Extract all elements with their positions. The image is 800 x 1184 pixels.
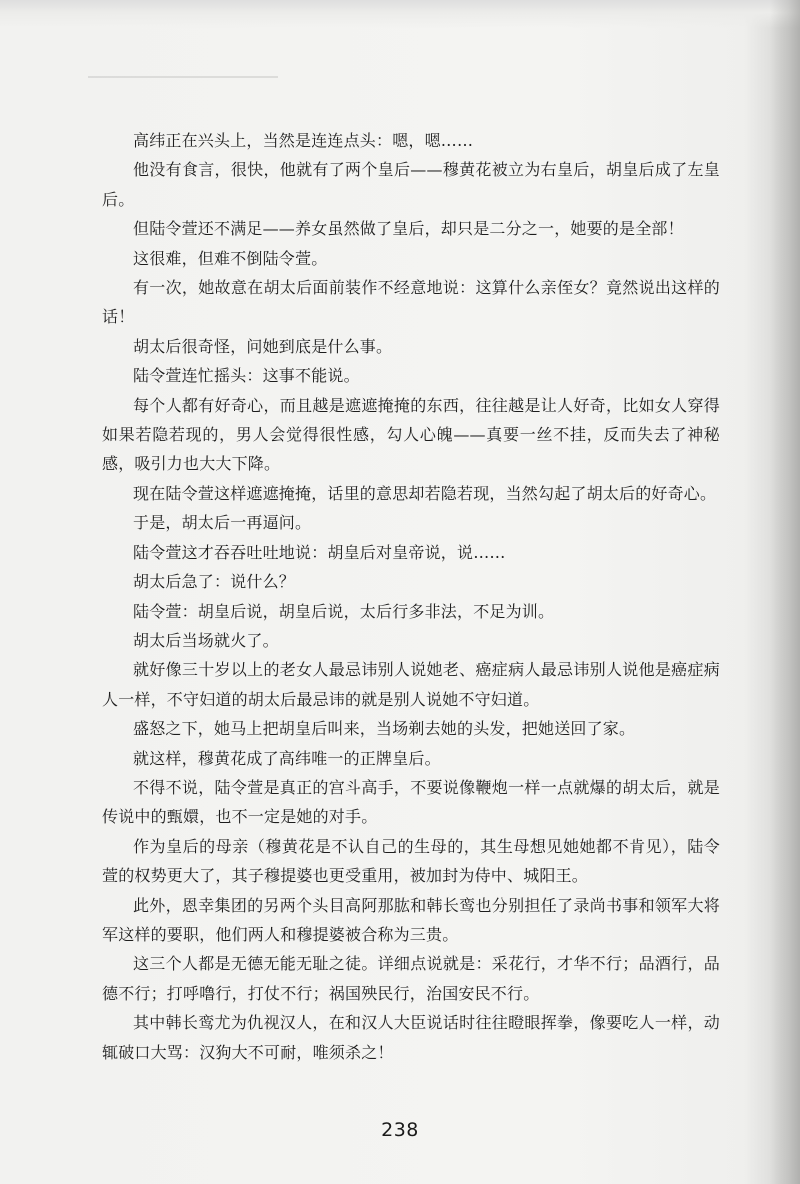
paragraph: 就好像三十岁以上的老女人最忌讳别人说她老、癌症病人最忌讳别人说他是癌症病人一样，不守妇道的胡太后最忌讳的就是别人说她不守妇道。 [102,660,720,709]
paragraph: 作为皇后的母亲（穆黄花是不认自己的生母的，其生母想见她她都不肯见），陆令萱的权势更大了，其子穆提婆也更受重用，被加封为侍中、城阳王。 [102,836,720,886]
paragraph: 他没有食言，很快，他就有了两个皇后——穆黄花被立为右皇后，胡皇后成了左皇后。 [102,160,720,209]
spine-shadow [770,0,800,1184]
paragraph: 现在陆令萱这样遮遮掩掩，话里的意思却若隐若现，当然勾起了胡太后的好奇心。 [133,483,717,503]
paragraph: 胡太后急了：说什么？ [133,572,296,592]
paragraph: 胡太后很奇怪，问她到底是什么事。 [133,336,393,356]
paragraph: 陆令萱：胡皇后说，胡皇后说，太后行多非法，不足为训。 [133,601,555,621]
paragraph: 其中韩长鸾尤为仇视汉人，在和汉人大臣说话时往往瞪眼挥拳，像要吃人一样，动辄破口大骂：汉狗大不可耐，唯须杀之！ [102,1013,720,1062]
paragraph: 就这样，穆黄花成了高纬唯一的正牌皇后。 [133,748,441,768]
paragraph: 这三个人都是无德无能无耻之徒。详细点说就是：采花行，才华不行；品酒行，品德不行；打呼噜行，打仗不行；祸国殃民行，治国安民不行。 [102,954,720,1003]
paragraph: 此外，恩幸集团的另两个头目高阿那肱和韩长鸾也分别担任了录尚书事和领军大将军这样的要职，他们两人和穆提婆被合称为三贵。 [102,895,720,944]
bleed-through-header [88,66,278,78]
paragraph: 陆令萱这才吞吞吐吐地说：胡皇后对皇帝说，说…… [133,542,506,562]
paragraph: 有一次，她故意在胡太后面前装作不经意地说：这算什么亲侄女？竟然说出这样的话！ [102,278,720,327]
paragraph: 不得不说，陆令萱是真正的宫斗高手，不要说像鞭炮一样一点就爆的胡太后，就是传说中的甄嬛，也不一定是她的对手。 [102,777,720,827]
page-number: 238 [381,1119,419,1141]
paragraph: 陆令萱连忙摇头：这事不能说。 [133,366,360,386]
paragraph: 高纬正在兴头上，当然是连连点头：嗯，嗯…… [133,131,474,150]
top-edge-shadow [0,0,800,28]
paragraph: 但陆令萱还不满足——养女虽然做了皇后，却只是二分之一，她要的是全部！ [133,219,684,239]
paragraph: 这很难，但难不倒陆令萱。 [133,248,328,268]
paragraph: 于是，胡太后一再逼问。 [133,513,312,533]
paragraph: 盛怒之下，她马上把胡皇后叫来，当场剃去她的头发，把她送回了家。 [133,719,636,739]
paragraph: 每个人都有好奇心，而且越是遮遮掩掩的东西，往往越是让人好奇，比如女人穿得如果若隐若现的，男人会觉得很性感，勾人心魄——真要一丝不挂，反而失去了神秘感，吸引力也大大下降。 [102,395,720,474]
paragraph: 胡太后当场就火了。 [133,630,279,650]
body-text [102,126,720,1067]
